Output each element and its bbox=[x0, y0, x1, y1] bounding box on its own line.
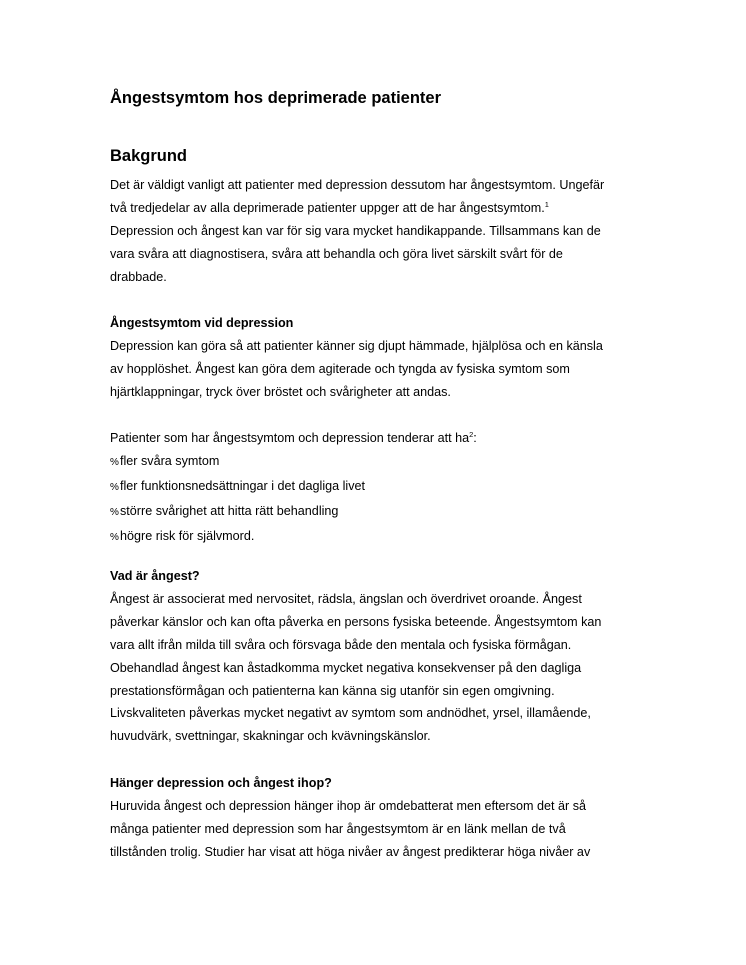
text-line: huvudvärk, svettningar, skakningar och kvävningskänslor. bbox=[110, 729, 431, 744]
text-line: Ångest är associerat med nervositet, rädsla, ängslan och överdrivet oroande. Ångest bbox=[110, 591, 582, 606]
section-subheading: Hänger depression och ångest ihop? bbox=[110, 776, 332, 790]
text-line: påverkar känslor och kan ofta påverka en persons fysiska beteende. Ångestsymtom kan bbox=[110, 614, 602, 629]
text-line: drabbade. bbox=[110, 269, 167, 284]
hanger-ihop-section bbox=[110, 772, 650, 864]
bullet-symbol: % bbox=[110, 481, 119, 493]
list-item bbox=[110, 500, 650, 525]
text-line: hjärtklappningar, tryck över bröstet och svårigheter att andas. bbox=[110, 384, 451, 399]
text-line: tillstånden trolig. Studier har visat att höga nivåer av ångest predikterar höga nivåer av bbox=[110, 844, 591, 859]
tendens-section bbox=[110, 427, 650, 550]
text-line: Livskvaliteten påverkas mycket negativt av symtom som andnödhet, yrsel, illamående, bbox=[110, 706, 591, 721]
bullet-symbol: % bbox=[110, 456, 119, 468]
text-line: av hopplöshet. Ångest kan göra dem agiterade och tyngda av fysiska symtom som bbox=[110, 361, 570, 376]
text-line: Huruvida ångest och depression hänger ihop är omdebatterat men eftersom det är så bbox=[110, 798, 587, 813]
document-title: Ångestsymtom hos deprimerade patienter bbox=[110, 89, 441, 107]
text-line: vara allt ifrån milda till svåra och försvaga både den mentala och fysiska förmågan. bbox=[110, 637, 572, 652]
list-item-text: fler svåra symtom bbox=[120, 453, 220, 468]
bullet-symbol: % bbox=[110, 506, 119, 518]
text-span: : bbox=[473, 431, 477, 445]
footnote-ref: 2 bbox=[469, 430, 474, 439]
text-span: Patienter som har ångestsymtom och depression tenderar att ha bbox=[110, 431, 470, 445]
list-item bbox=[110, 450, 650, 475]
footnote-ref: 1 bbox=[544, 199, 549, 209]
bakgrund-paragraph bbox=[110, 174, 650, 289]
list-item bbox=[110, 475, 650, 500]
text-line: vara svåra att diagnostisera, svåra att behandla och göra livet särskilt svårt för de bbox=[110, 246, 563, 261]
list-item-text: fler funktionsnedsättningar i det dagliga livet bbox=[120, 478, 366, 493]
text-line: prestationsförmågan och patienterna kan känna sig utanför sin egen omgivning. bbox=[110, 683, 555, 698]
text-line: Obehandlad ångest kan åstadkomma mycket negativa konsekvenser på den dagliga bbox=[110, 660, 582, 675]
text-span: två tredjedelar av alla deprimerade patienter uppger att de har ångestsymtom. bbox=[110, 200, 545, 215]
section-subheading: Vad är ångest? bbox=[110, 569, 200, 583]
list-item-text: högre risk för självmord. bbox=[120, 528, 255, 543]
list-item bbox=[110, 525, 650, 550]
text-line: Depression och ångest kan var för sig vara mycket handikappande. Tillsammans kan de bbox=[110, 223, 601, 238]
text-line bbox=[110, 427, 650, 450]
section-subheading: Ångestsymtom vid depression bbox=[110, 316, 294, 330]
text-line: Depression kan göra så att patienter känner sig djupt hämmade, hjälplösa och en känsla bbox=[110, 338, 603, 353]
section-heading-bakgrund: Bakgrund bbox=[110, 147, 188, 165]
list-item-text: större svårighet att hitta rätt behandling bbox=[120, 503, 339, 518]
text-line: många patienter med depression som har ångestsymtom är en länk mellan de två bbox=[110, 821, 566, 836]
bullet-symbol: % bbox=[110, 531, 119, 543]
text-line bbox=[110, 197, 650, 220]
vid-depression-section bbox=[110, 312, 650, 404]
text-line: Det är väldigt vanligt att patienter med depression dessutom har ångestsymtom. Ungefär bbox=[110, 178, 605, 192]
vad-ar-angest-section bbox=[110, 565, 650, 748]
